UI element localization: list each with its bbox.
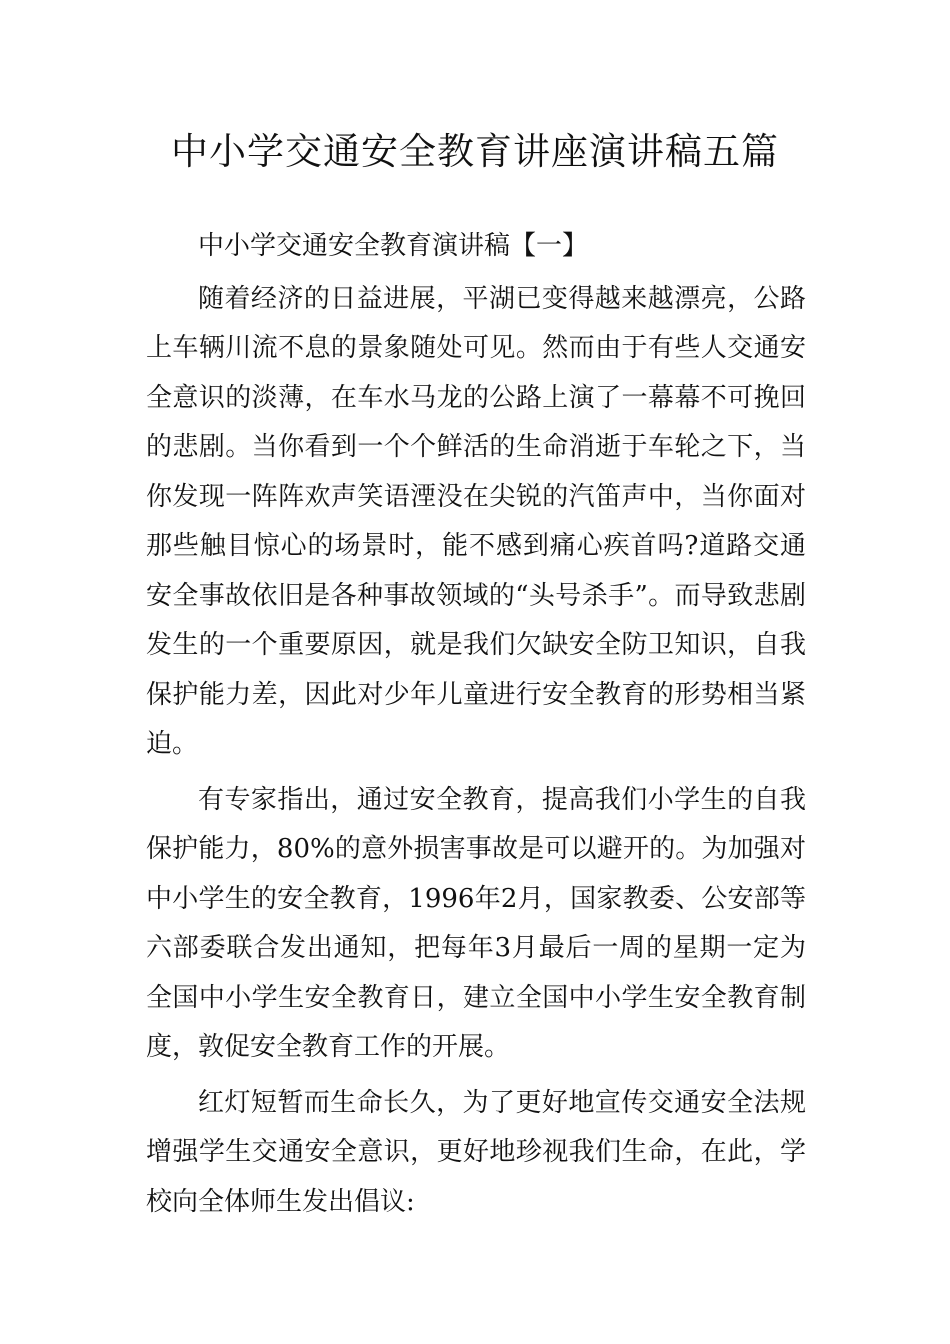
section-heading: 中小学交通安全教育演讲稿【一】 bbox=[198, 231, 589, 261]
document-title: 中小学交通安全教育讲座演讲稿五篇 bbox=[171, 130, 779, 173]
document-body bbox=[146, 222, 806, 1233]
paragraph-3: 红灯短暂而生命长久，为了更好地宣传交通安全法规增强学生交通安全意识，更好地珍视我们生命，在此，学校向全体师生发出倡议: bbox=[146, 1087, 806, 1217]
paragraph-2: 有专家指出，通过安全教育，提高我们小学生的自我保护能力，80%的意外损害事故是可以避开的。为加强对中小学生的安全教育，1996年2月，国家教委、公安部等六部委联合发出通知，把每年3月最后一周的星期一定为全国中小学生安全教育日，建立全国中小学生安全教育制度，敦促安全教育工作的开展。 bbox=[146, 784, 806, 1062]
paragraph-1: 随着经济的日益进展，平湖已变得越来越漂亮，公路上车辆川流不息的景象随处可见。然而由于有些人交通安全意识的淡薄，在车水马龙的公路上演了一幕幕不可挽回的悲剧。当你看到一个个鲜活的生命消逝于车轮之下，当你发现一阵阵欢声笑语湮没在尖锐的汽笛声中，当你面对那些触目惊心的场景时，能不感到痛心疾首吗?道路交通安全事故依旧是各种事故领域的“头号杀手”。而导致悲剧发生的一个重要原因，就是我们欠缺安全防卫知识，自我保护能力差，因此对少年儿童进行安全教育的形势相当紧迫。 bbox=[146, 283, 806, 759]
